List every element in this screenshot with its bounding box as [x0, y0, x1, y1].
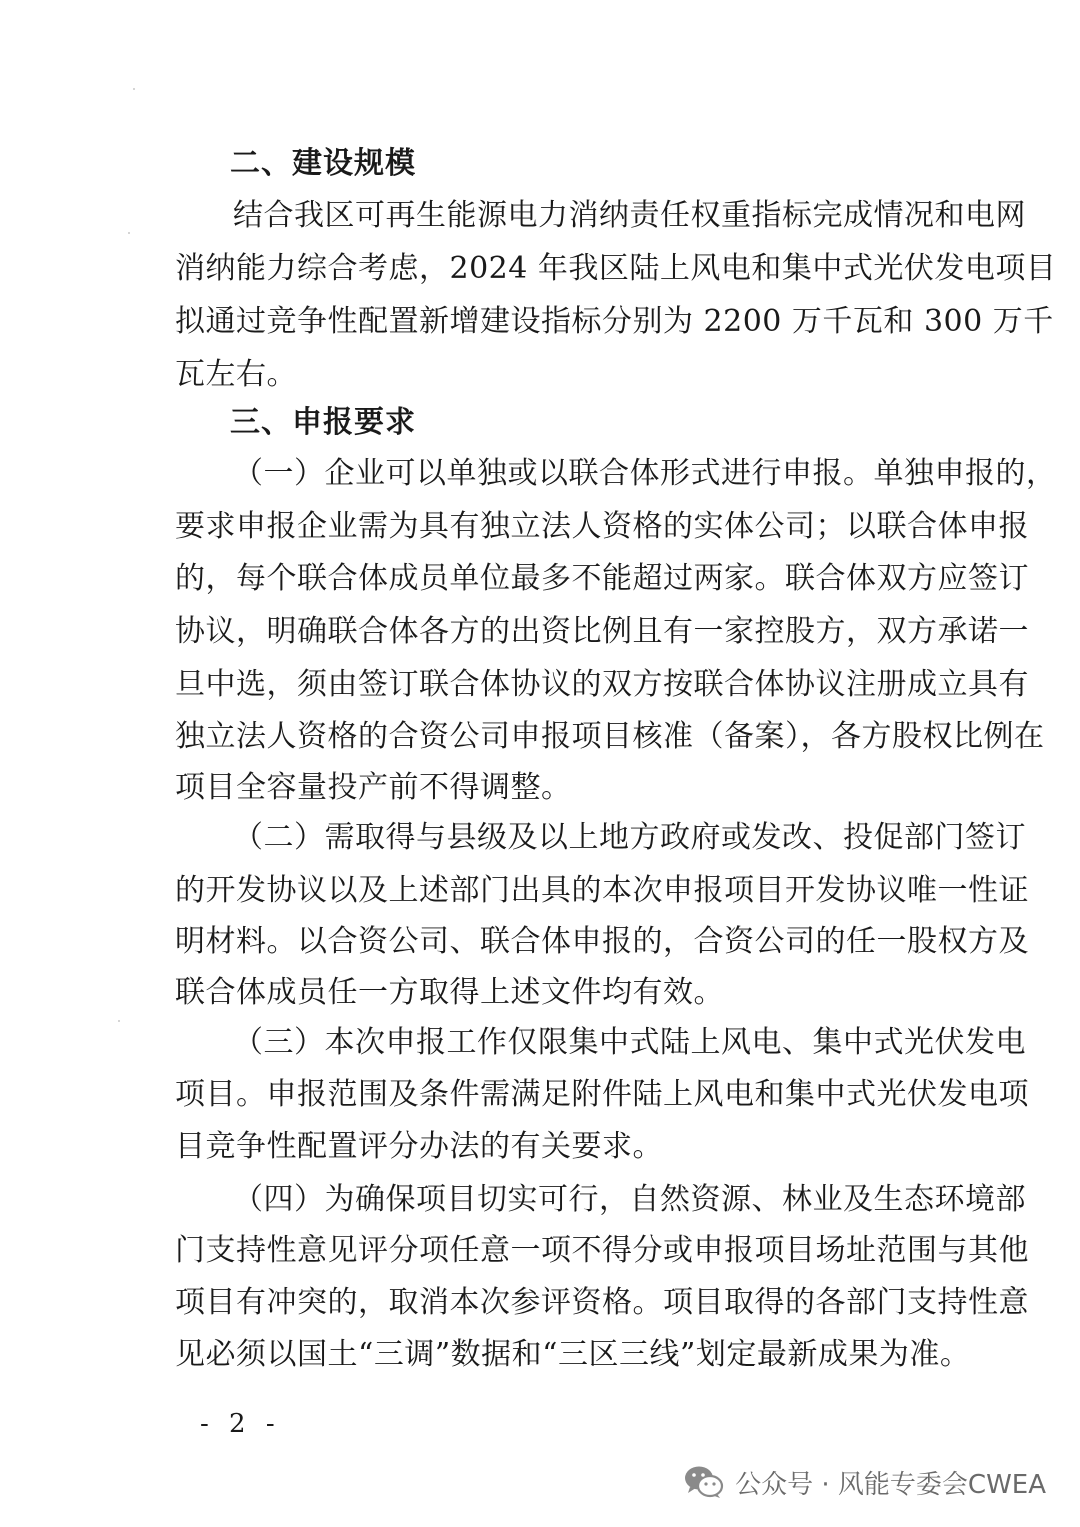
paragraph-line: 的开发协议以及上述部门出具的本次申报项目开发协议唯一性证 — [175, 873, 1029, 908]
scan-speck — [118, 1020, 120, 1022]
page-number: - 2 - — [200, 1409, 281, 1439]
scan-speck — [133, 88, 135, 90]
paragraph-line: 项目有冲突的，取消本次参评资格。项目取得的各部门支持性意 — [175, 1285, 1029, 1320]
paragraph-line: 拟通过竞争性配置新增建设指标分别为 2200 万千瓦和 300 万千 — [175, 304, 1054, 339]
paragraph-line: （二）需取得与县级及以上地方政府或发改、投促部门签订 — [233, 820, 1026, 855]
section-heading-application-requirements: 三、申报要求 — [230, 405, 416, 440]
wechat-watermark — [683, 1462, 1046, 1502]
paragraph-line: 瓦左右。 — [175, 357, 297, 392]
scan-speck — [128, 232, 130, 234]
paragraph-line: 见必须以国土“三调”数据和“三区三线”划定最新成果为准。 — [175, 1337, 971, 1372]
paragraph-line: 门支持性意见评分项任意一项不得分或申报项目场址范围与其他 — [175, 1233, 1029, 1268]
paragraph-line: 项目。申报范围及条件需满足附件陆上风电和集中式光伏发电项 — [175, 1077, 1029, 1112]
section-heading-construction-scale: 二、建设规模 — [230, 146, 416, 181]
paragraph-line: （三）本次申报工作仅限集中式陆上风电、集中式光伏发电 — [233, 1025, 1026, 1060]
paragraph-line: （四）为确保项目切实可行，自然资源、林业及生态环境部 — [233, 1182, 1026, 1217]
watermark-text: 公众号 · 风能专委会CWEA — [735, 1469, 1046, 1500]
paragraph-line: 目竞争性配置评分办法的有关要求。 — [175, 1129, 663, 1164]
wechat-icon — [683, 1464, 725, 1500]
paragraph-line: 项目全容量投产前不得调整。 — [175, 770, 572, 805]
paragraph-line: 要求申报企业需为具有独立法人资格的实体公司；以联合体申报 — [175, 509, 1029, 544]
paragraph-line: 的，每个联合体成员单位最多不能超过两家。联合体双方应签订 — [175, 561, 1029, 596]
paragraph-line: 明材料。以合资公司、联合体申报的，合资公司的任一股权方及 — [175, 924, 1029, 959]
paragraph-line: 结合我区可再生能源电力消纳责任权重指标完成情况和电网 — [233, 198, 1026, 233]
paragraph-line: 旦中选，须由签订联合体协议的双方按联合体协议注册成立具有 — [175, 667, 1029, 702]
paragraph-line: 协议，明确联合体各方的出资比例且有一家控股方，双方承诺一 — [175, 614, 1029, 649]
paragraph-line: 联合体成员任一方取得上述文件均有效。 — [175, 975, 724, 1010]
paragraph-line: 消纳能力综合考虑，2024 年我区陆上风电和集中式光伏发电项目 — [175, 251, 1057, 286]
paragraph-line: （一）企业可以单独或以联合体形式进行申报。单独申报的， — [233, 456, 1057, 491]
paragraph-line: 独立法人资格的合资公司申报项目核准（备案），各方股权比例在 — [175, 719, 1045, 754]
